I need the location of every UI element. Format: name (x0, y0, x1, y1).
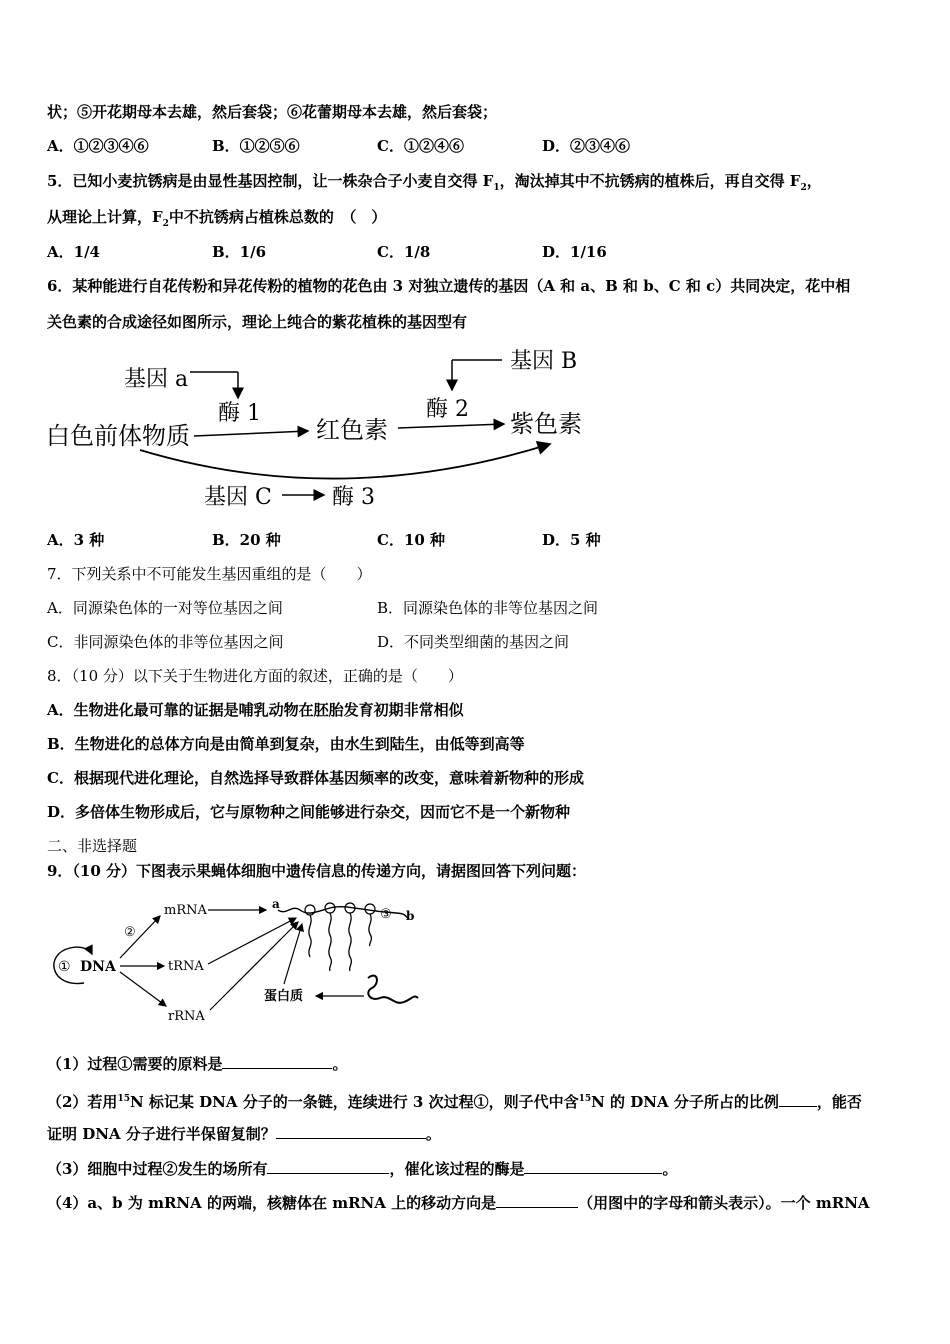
gene-a-label: 基因 a (124, 367, 189, 392)
dna-label: DNA (80, 959, 116, 975)
mrna-end-a-label: a (272, 897, 280, 911)
answer-blank[interactable] (222, 1054, 332, 1069)
q7-stem: 7．下列关系中不可能发生基因重组的是（ ） (47, 565, 372, 583)
arrow-red-to-purple (398, 424, 504, 428)
q4-option-d: D．②③④⑥ (542, 137, 631, 155)
arrow-dna-to-rrna (120, 972, 166, 1006)
q9-part-2-line2: 证明 DNA 分子进行半保留复制？ 。 (47, 1125, 441, 1143)
q7-option-d: D．不同类型细菌的基因之间 (377, 633, 570, 651)
q8-option-a: A．生物进化最可靠的证据是哺乳动物在胚胎发育初期非常相似 (47, 701, 464, 719)
section-2-heading: 二、非选择题 (47, 837, 138, 855)
trna-label: tRNA (168, 959, 204, 974)
q8-option-b: B．生物进化的总体方向是由简单到复杂，由水生到陆生，由低等到高等 (47, 735, 525, 753)
purple-pigment-label: 紫色素 (510, 410, 582, 438)
q4-option-a: A．①②③④⑥ (47, 137, 149, 155)
answer-blank[interactable] (267, 1159, 389, 1174)
polypeptide-chain (349, 913, 352, 971)
q8-stem: 8．（10 分）以下关于生物进化方面的叙述，正确的是（ ） (47, 667, 463, 685)
q9-stem: 9．（10 分）下图表示果蝇体细胞中遗传信息的传递方向，请据图回答下列问题： (47, 862, 587, 880)
q6-option-a: A．3 种 (47, 531, 105, 549)
enzyme-1-label: 酶 1 (218, 401, 261, 426)
arrow-white-to-purple-curve (140, 444, 550, 479)
q5-stem-line2: 从理论上计算，$F_2$中不抗锈病占植株总数的 （ ） (47, 208, 387, 229)
answer-blank[interactable] (276, 1124, 426, 1139)
q7-option-c: C．非同源染色体的非等位基因之间 (47, 633, 284, 651)
q4-option-b: B．①②⑤⑥ (212, 137, 300, 155)
folded-protein (368, 976, 418, 1003)
enzyme-2-label: 酶 2 (426, 397, 469, 422)
rrna-label: rRNA (168, 1009, 205, 1024)
q9-part-2-line1: （2）若用$^{15}$N 标记某 DNA 分子的一条链，连续进行 3 次过程①，则子代中含$^{15}$N 的 DNA 分子所占的比例 ，能否 (47, 1093, 862, 1111)
q4-text-continuation: 状；⑤开花期母本去雄，然后套袋；⑥花蕾期母本去雄，然后套袋； (47, 103, 498, 121)
white-precursor-label: 白色前体物质 (46, 422, 190, 450)
arrow-white-to-red (194, 431, 308, 436)
polypeptide-chain (309, 915, 311, 957)
q8-option-d: D．多倍体生物形成后，它与原物种之间能够进行杂交，因而它不是一个新物种 (47, 803, 571, 821)
polypeptide-chain (369, 914, 372, 946)
gene-b-label: 基因 B (510, 349, 578, 374)
ribosome (365, 904, 375, 914)
q7-option-b: B．同源染色体的非等位基因之间 (377, 599, 599, 617)
pigment-pathway-diagram (40, 340, 610, 520)
gene-c-label: 基因 C (204, 485, 272, 510)
red-pigment-label: 红色素 (316, 416, 388, 444)
q5-option-b: B．1/6 (212, 243, 267, 261)
q5-stem-line1: 5．已知小麦抗锈病是由显性基因控制，让一株杂合子小麦自交得 $F_1$，淘汰掉其中不抗锈病的植株后，再自交得 $F_2$， (47, 172, 822, 193)
q5-option-c: C．1/8 (377, 243, 431, 261)
arrow-trna-to-ribosome (208, 918, 296, 964)
q5-option-d: D．1/16 (542, 243, 607, 261)
enzyme-3-label: 酶 3 (332, 485, 375, 510)
process-3-label: ③ (380, 907, 392, 922)
process-2-label: ② (124, 925, 136, 940)
answer-blank[interactable] (779, 1092, 817, 1107)
process-1-label: ① (58, 959, 71, 975)
q5-option-a: A．1/4 (47, 243, 100, 261)
answer-blank[interactable] (496, 1193, 578, 1208)
polypeptide-chain (329, 913, 332, 971)
mrna-label: mRNA (164, 903, 207, 918)
q6-option-b: B．20 种 (212, 531, 281, 549)
genetic-info-flow-diagram (40, 888, 430, 1033)
q4-option-c: C．①②④⑥ (377, 137, 464, 155)
q7-option-a: A．同源染色体的一对等位基因之间 (47, 599, 283, 617)
answer-blank[interactable] (524, 1159, 662, 1174)
q6-stem-line1: 6．某种能进行自花传粉和异花传粉的植物的花色由 3 对独立遗传的基因（A 和 a、B 和 b、C 和 c）共同决定，花中相 (47, 277, 851, 295)
q9-part-4: （4）a、b 为 mRNA 的两端，核糖体在 mRNA 上的移动方向是 （用图中的字母和箭头表示）。一个 mRNA (47, 1194, 870, 1212)
q6-option-c: C．10 种 (377, 531, 446, 549)
q8-option-c: C．根据现代进化理论，自然选择导致群体基因频率的改变，意味着新物种的形成 (47, 769, 584, 787)
q6-option-d: D．5 种 (542, 531, 601, 549)
q9-part-3: （3）细胞中过程②发生的场所有 ，催化该过程的酶是 。 (47, 1160, 678, 1178)
protein-label: 蛋白质 (264, 989, 304, 1004)
q6-stem-line2: 关色素的合成途径如图所示，理论上纯合的紫花植株的基因型有 (47, 313, 468, 331)
q9-part-1: （1）过程①需要的原料是 。 (47, 1055, 348, 1073)
mrna-end-b-label: b (406, 909, 415, 923)
